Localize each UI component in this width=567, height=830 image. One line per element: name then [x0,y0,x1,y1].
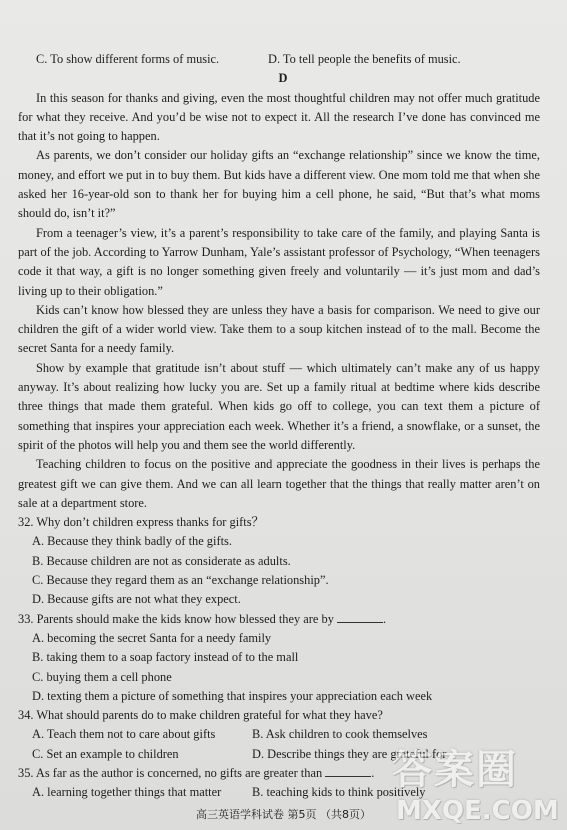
question-33-stem: 33. Parents should make the kids know how blessed they are by [18,611,334,626]
paragraph-5: Show by example that gratitude isn’t about stuff — which ultimately can’t make any of us happy anyway. It’s about realizing how lucky you are. Set up a family ritual at bedtime where kids describe three things that made them grateful. When kids go off to college, you can text them a picture of something that inspires your appreciation each week. Whether it’s a friend, a snowflake, or a sunset, the spirit of the photos will help you and them see the world differently. [18,360,540,452]
question-32-option-c: C. Because they regard them as an “exchange relationship”. [32,573,329,588]
previous-question-options [18,50,540,69]
watermark-url: MXQE.COM [396,796,559,826]
paragraph-4: Kids can’t know how blessed they are unless they have a basis for comparison. We need to give our children the gift of a wider world view. Take them to a soup kitchen instead of to the mall. Become the secret Santa for a needy family. [18,302,540,356]
question-32-option-b: B. Because children are not as considerate as adults. [32,553,291,568]
paragraph-6: Teaching children to focus on the positive and appreciate the goodness in their lives is perhaps the greatest gift we can give them. And we can all learn together that the things that really matter aren’t on sale at a department store. [18,457,540,510]
question-35-option-a: A. learning together things that matter [32,785,222,800]
option-c: C. To show different forms of music. [36,52,220,66]
question-34-option-c: C. Set an example to children [32,746,179,761]
question-33-option-b: B. taking them to a soap factory instead of to the mall [32,650,299,665]
paragraph-3: From a teenager’s view, it’s a parent’s responsibility to take care of the family, and playing Santa is part of the job. According to Yarrow Dunham, Yale’s assistant professor of Psychology, “When teenagers code it that way, a gift is no longer something given freely and voluntarily — it’s just mom and dad’s living up to their obligation.” [18,225,540,298]
paragraph-2: As parents, we don’t consider our holiday gifts an “exchange relationship” since we know the time, money, and effort we put in to buy them. But kids have a different view. One mom told me that when she asked her 16-year-old son to thank her for buying him a cell phone, he said, “But that’s what moms should do, isn’t it?” [18,148,540,221]
paragraph-1: In this season for thanks and giving, even the most thoughtful children may not offer much gratitude for what they receive. And you’d be wise not to expect it. All the research I’ve done has convinced me that it’s not going to happen. [18,90,540,144]
section-letter: D [278,71,288,86]
question-35-option-b: B. teaching kids to think positively [252,785,426,800]
question-32-option-a: A. Because they think badly of the gifts. [32,534,232,549]
answer-blank [325,764,371,777]
question-34-option-d: D. Describe things they are grateful for [252,746,447,761]
question-34-option-a: A. Teach them not to care about gifts [32,727,216,742]
question-32-stem: 32. Why don’t children express thanks for gifts？ [18,515,264,530]
question-32-option-d: D. Because gifts are not what they expect. [32,592,241,607]
question-33-option-c: C. buying them a cell phone [32,669,172,684]
page-content [18,50,540,803]
question-34-stem: 34. What should parents do to make children grateful for what they have? [18,708,383,723]
watermark [392,738,562,828]
option-d: D. To tell people the benefits of music. [268,52,461,66]
question-35-end: . [371,765,375,780]
page-footer: 高三英语学科试卷 第5页 （共8页） [196,808,371,821]
question-33-option-d: D. texting them a picture of something that inspires your appreciation each week [32,688,433,703]
question-33-option-a: A. becoming the secret Santa for a needy family [32,630,272,645]
answer-blank [337,610,383,623]
question-35-stem: 35. As far as the author is concerned, no gifts are greater than [18,765,323,780]
question-33-end: . [383,611,387,626]
question-33 [18,610,540,629]
watermark-logo: 答案圈 [392,747,518,793]
question-34-option-b: B. Ask children to cook themselves [252,727,428,742]
